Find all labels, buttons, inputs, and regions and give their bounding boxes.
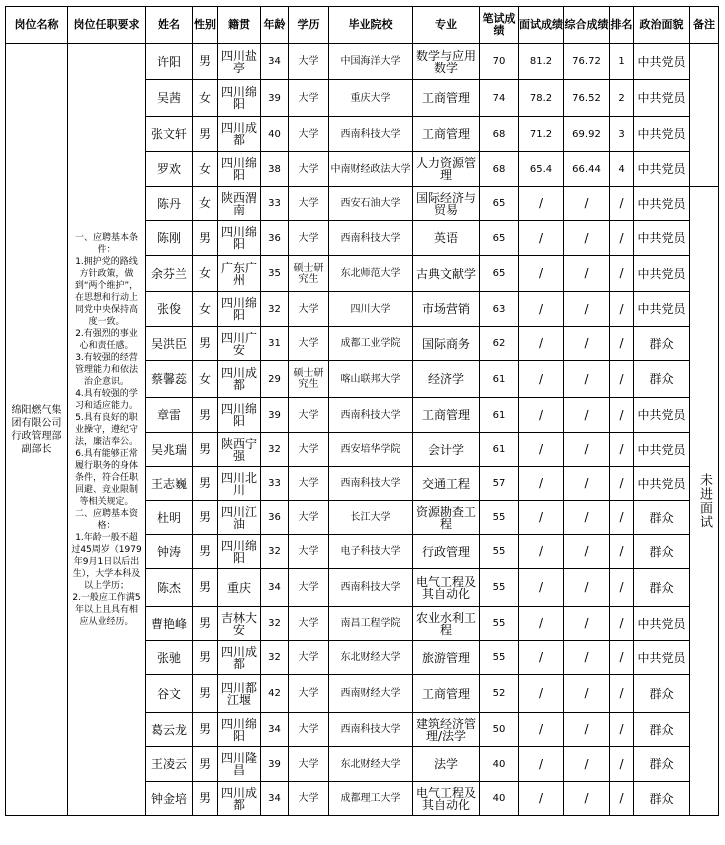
candidate-education: 硕士研究生 (289, 361, 329, 398)
requirement-line: 5.具有良好的职业操守，遵纪守法，廉洁奉公。 (74, 412, 138, 447)
candidate-age: 32 (261, 607, 289, 641)
candidate-political-status: 中共党员 (634, 467, 690, 501)
candidate-education: 大学 (289, 569, 329, 607)
candidate-total-score: / (564, 221, 610, 256)
candidate-gender: 男 (193, 713, 218, 747)
remark-cell: 未进面试 (690, 187, 719, 816)
candidate-political-status: 群众 (634, 535, 690, 569)
candidate-school: 西安石油大学 (329, 187, 413, 221)
candidate-interview-score: / (519, 569, 564, 607)
candidate-total-score: / (564, 398, 610, 433)
candidate-name: 谷文 (146, 675, 193, 713)
candidate-gender: 男 (193, 221, 218, 256)
candidate-origin: 四川都江堰 (218, 675, 261, 713)
candidate-name: 王志巍 (146, 467, 193, 501)
candidate-total-score: 66.44 (564, 152, 610, 187)
candidate-political-status: 中共党员 (634, 80, 690, 117)
candidate-gender: 女 (193, 187, 218, 221)
candidate-written-score: 40 (480, 782, 519, 816)
candidate-political-status: 群众 (634, 713, 690, 747)
candidate-rank: / (610, 361, 634, 398)
candidate-gender: 女 (193, 361, 218, 398)
candidate-total-score: / (564, 467, 610, 501)
candidate-origin: 吉林大安 (218, 607, 261, 641)
candidate-school: 中国海洋大学 (329, 44, 413, 80)
candidate-major: 数学与应用数学 (413, 44, 480, 80)
candidate-rank: / (610, 641, 634, 675)
candidate-gender: 男 (193, 501, 218, 535)
candidate-origin: 四川成都 (218, 361, 261, 398)
candidate-rank: / (610, 535, 634, 569)
candidate-table (5, 6, 719, 816)
candidate-gender: 男 (193, 117, 218, 152)
candidate-total-score: / (564, 641, 610, 675)
header-total-score: 综合成绩 (564, 7, 610, 44)
candidate-age: 39 (261, 747, 289, 782)
header-origin: 籍贯 (218, 7, 261, 44)
candidate-origin: 四川广安 (218, 327, 261, 361)
candidate-name: 吴茜 (146, 80, 193, 117)
candidate-political-status: 中共党员 (634, 221, 690, 256)
requirement-line: 3.有较强的经营管理能力和依法治企意识。 (74, 352, 138, 387)
candidate-interview-score: / (519, 675, 564, 713)
candidate-gender: 男 (193, 607, 218, 641)
candidate-major: 英语 (413, 221, 480, 256)
candidate-origin: 四川绵阳 (218, 713, 261, 747)
candidate-major: 农业水利工程 (413, 607, 480, 641)
candidate-origin: 陕西宁强 (218, 433, 261, 467)
candidate-age: 33 (261, 467, 289, 501)
candidate-major: 电气工程及其自动化 (413, 782, 480, 816)
candidate-major: 国际商务 (413, 327, 480, 361)
candidate-rank: / (610, 398, 634, 433)
candidate-school: 喀山联邦大学 (329, 361, 413, 398)
candidate-written-score: 40 (480, 747, 519, 782)
candidate-gender: 男 (193, 535, 218, 569)
candidate-education: 大学 (289, 535, 329, 569)
candidate-written-score: 74 (480, 80, 519, 117)
candidate-political-status: 中共党员 (634, 44, 690, 80)
candidate-origin: 四川成都 (218, 641, 261, 675)
table-row (6, 44, 719, 80)
candidate-name: 张文轩 (146, 117, 193, 152)
candidate-major: 工商管理 (413, 675, 480, 713)
candidate-total-score: / (564, 433, 610, 467)
candidate-rank: / (610, 607, 634, 641)
candidate-gender: 男 (193, 747, 218, 782)
header-name: 姓名 (146, 7, 193, 44)
candidate-gender: 女 (193, 256, 218, 292)
candidate-major: 会计学 (413, 433, 480, 467)
candidate-origin: 四川隆昌 (218, 747, 261, 782)
candidate-origin: 重庆 (218, 569, 261, 607)
candidate-education: 大学 (289, 292, 329, 327)
candidate-rank: / (610, 569, 634, 607)
candidate-interview-score: / (519, 467, 564, 501)
candidate-origin: 四川绵阳 (218, 221, 261, 256)
candidate-political-status: 中共党员 (634, 433, 690, 467)
candidate-age: 39 (261, 80, 289, 117)
candidate-interview-score: / (519, 433, 564, 467)
candidate-school: 西南科技大学 (329, 467, 413, 501)
candidate-education: 大学 (289, 187, 329, 221)
header-written-score: 笔试成绩 (480, 7, 519, 44)
candidate-rank: 4 (610, 152, 634, 187)
candidate-major: 旅游管理 (413, 641, 480, 675)
candidate-rank: / (610, 782, 634, 816)
header-post-name: 岗位名称 (6, 7, 68, 44)
candidate-name: 许阳 (146, 44, 193, 80)
header-remark: 备注 (690, 7, 719, 44)
header-gender: 性别 (193, 7, 218, 44)
candidate-origin: 四川盐亭 (218, 44, 261, 80)
candidate-origin: 四川绵阳 (218, 292, 261, 327)
requirement-line: 2.有强烈的事业心和责任感。 (75, 328, 138, 351)
candidate-major: 电气工程及其自动化 (413, 569, 480, 607)
candidate-interview-score: / (519, 361, 564, 398)
candidate-total-score: / (564, 675, 610, 713)
candidate-age: 36 (261, 501, 289, 535)
candidate-written-score: 61 (480, 361, 519, 398)
candidate-written-score: 65 (480, 256, 519, 292)
candidate-age: 39 (261, 398, 289, 433)
candidate-major: 古典文献学 (413, 256, 480, 292)
candidate-political-status: 中共党员 (634, 641, 690, 675)
candidate-education: 大学 (289, 467, 329, 501)
candidate-name: 吴洪臣 (146, 327, 193, 361)
candidate-interview-score: 65.4 (519, 152, 564, 187)
candidate-interview-score: / (519, 607, 564, 641)
requirement-line: 1.年龄一般不超过45周岁（1979年9月1日以后出生），大学本科及以上学历； (71, 532, 142, 591)
candidate-major: 法学 (413, 747, 480, 782)
candidate-age: 38 (261, 152, 289, 187)
candidate-interview-score: / (519, 782, 564, 816)
candidate-school: 东北师范大学 (329, 256, 413, 292)
candidate-political-status: 中共党员 (634, 117, 690, 152)
candidate-rank: / (610, 467, 634, 501)
header-age: 年龄 (261, 7, 289, 44)
candidate-gender: 女 (193, 292, 218, 327)
candidate-name: 陈丹 (146, 187, 193, 221)
candidate-score-sheet (5, 6, 719, 816)
candidate-written-score: 57 (480, 467, 519, 501)
candidate-school: 南昌工程学院 (329, 607, 413, 641)
candidate-age: 32 (261, 641, 289, 675)
candidate-name: 陈杰 (146, 569, 193, 607)
candidate-school: 成都工业学院 (329, 327, 413, 361)
candidate-education: 大学 (289, 117, 329, 152)
candidate-gender: 男 (193, 467, 218, 501)
candidate-major: 市场营销 (413, 292, 480, 327)
candidate-age: 33 (261, 187, 289, 221)
candidate-total-score: / (564, 501, 610, 535)
candidate-age: 32 (261, 292, 289, 327)
candidate-interview-score: / (519, 501, 564, 535)
candidate-written-score: 62 (480, 327, 519, 361)
candidate-political-status: 中共党员 (634, 607, 690, 641)
header-major: 专业 (413, 7, 480, 44)
requirement-line: 4.具有较强的学习和适应能力。 (74, 388, 138, 411)
candidate-origin: 四川成都 (218, 782, 261, 816)
candidate-written-score: 63 (480, 292, 519, 327)
requirement-line: 1.拥护党的路线方针政策，做到“两个维护”，在思想和行动上同党中央保持高度一致。 (74, 256, 139, 327)
candidate-education: 大学 (289, 607, 329, 641)
candidate-origin: 四川北川 (218, 467, 261, 501)
table-header-row (6, 7, 719, 44)
candidate-gender: 男 (193, 433, 218, 467)
candidate-major: 人力资源管理 (413, 152, 480, 187)
candidate-written-score: 70 (480, 44, 519, 80)
candidate-interview-score: / (519, 327, 564, 361)
header-political-status: 政治面貌 (634, 7, 690, 44)
candidate-rank: / (610, 221, 634, 256)
candidate-age: 31 (261, 327, 289, 361)
candidate-education: 大学 (289, 782, 329, 816)
requirement-line: 6.具有能够正常履行职务的身体条件，符合任职回避、竞业限制等相关规定。 (74, 448, 138, 507)
candidate-political-status: 群众 (634, 327, 690, 361)
candidate-total-score: / (564, 361, 610, 398)
candidate-origin: 四川绵阳 (218, 398, 261, 433)
candidate-education: 大学 (289, 221, 329, 256)
candidate-origin: 四川江油 (218, 501, 261, 535)
candidate-interview-score: / (519, 221, 564, 256)
candidate-school: 中南财经政法大学 (329, 152, 413, 187)
candidate-political-status: 群众 (634, 569, 690, 607)
candidate-age: 34 (261, 44, 289, 80)
candidate-total-score: / (564, 327, 610, 361)
candidate-name: 张驰 (146, 641, 193, 675)
candidate-written-score: 55 (480, 535, 519, 569)
candidate-education: 大学 (289, 747, 329, 782)
candidate-name: 蔡馨蕊 (146, 361, 193, 398)
candidate-school: 西安培华学院 (329, 433, 413, 467)
candidate-education: 硕士研究生 (289, 256, 329, 292)
candidate-education: 大学 (289, 327, 329, 361)
candidate-age: 42 (261, 675, 289, 713)
candidate-total-score: 69.92 (564, 117, 610, 152)
candidate-school: 西南科技大学 (329, 569, 413, 607)
candidate-name: 余芬兰 (146, 256, 193, 292)
candidate-written-score: 65 (480, 187, 519, 221)
candidate-political-status: 中共党员 (634, 398, 690, 433)
candidate-political-status: 中共党员 (634, 292, 690, 327)
candidate-school: 成都理工大学 (329, 782, 413, 816)
candidate-age: 34 (261, 782, 289, 816)
candidate-total-score: / (564, 607, 610, 641)
requirement-line: 二、应聘基本资格： (74, 508, 138, 531)
candidate-name: 杜明 (146, 501, 193, 535)
candidate-name: 钟金培 (146, 782, 193, 816)
candidate-political-status: 群众 (634, 747, 690, 782)
candidate-rank: / (610, 713, 634, 747)
candidate-school: 西南科技大学 (329, 221, 413, 256)
remark-cell-blank (690, 44, 719, 187)
candidate-total-score: / (564, 292, 610, 327)
candidate-education: 大学 (289, 501, 329, 535)
candidate-rank: / (610, 292, 634, 327)
candidate-major: 工商管理 (413, 398, 480, 433)
candidate-school: 重庆大学 (329, 80, 413, 117)
candidate-gender: 男 (193, 327, 218, 361)
candidate-major: 工商管理 (413, 117, 480, 152)
header-education: 学历 (289, 7, 329, 44)
candidate-rank: / (610, 256, 634, 292)
candidate-rank: / (610, 675, 634, 713)
candidate-age: 29 (261, 361, 289, 398)
candidate-gender: 男 (193, 398, 218, 433)
candidate-name: 钟涛 (146, 535, 193, 569)
candidate-interview-score: / (519, 398, 564, 433)
candidate-name: 吴兆瑞 (146, 433, 193, 467)
candidate-political-status: 中共党员 (634, 187, 690, 221)
candidate-school: 四川大学 (329, 292, 413, 327)
candidate-gender: 男 (193, 641, 218, 675)
requirement-line: 2.一般应工作满5年以上且具有相应从业经历。 (72, 592, 141, 627)
candidate-gender: 男 (193, 675, 218, 713)
post-name-cell: 绵阳燃气集团有限公司行政管理部副部长 (6, 44, 68, 816)
candidate-name: 葛云龙 (146, 713, 193, 747)
candidate-school: 东北财经大学 (329, 747, 413, 782)
candidate-origin: 广东广州 (218, 256, 261, 292)
candidate-written-score: 61 (480, 433, 519, 467)
candidate-total-score: / (564, 256, 610, 292)
candidate-political-status: 中共党员 (634, 152, 690, 187)
header-interview-score: 面试成绩 (519, 7, 564, 44)
candidate-school: 西南财经大学 (329, 675, 413, 713)
candidate-name: 陈刚 (146, 221, 193, 256)
header-requirements: 岗位任职要求 (68, 7, 146, 44)
candidate-major: 交通工程 (413, 467, 480, 501)
candidate-interview-score: / (519, 256, 564, 292)
candidate-education: 大学 (289, 675, 329, 713)
candidate-interview-score: / (519, 292, 564, 327)
candidate-education: 大学 (289, 152, 329, 187)
candidate-age: 34 (261, 569, 289, 607)
candidate-written-score: 68 (480, 152, 519, 187)
header-rank: 排名 (610, 7, 634, 44)
candidate-gender: 女 (193, 152, 218, 187)
candidate-political-status: 群众 (634, 501, 690, 535)
candidate-total-score: / (564, 747, 610, 782)
candidate-school: 西南科技大学 (329, 398, 413, 433)
candidate-education: 大学 (289, 433, 329, 467)
header-school: 毕业院校 (329, 7, 413, 44)
candidate-rank: / (610, 187, 634, 221)
candidate-political-status: 群众 (634, 675, 690, 713)
candidate-origin: 四川绵阳 (218, 535, 261, 569)
candidate-gender: 男 (193, 782, 218, 816)
candidate-written-score: 65 (480, 221, 519, 256)
candidate-name: 曹艳峰 (146, 607, 193, 641)
candidate-total-score: / (564, 569, 610, 607)
candidate-total-score: 76.52 (564, 80, 610, 117)
candidate-gender: 女 (193, 80, 218, 117)
candidate-age: 32 (261, 535, 289, 569)
candidate-origin: 四川绵阳 (218, 80, 261, 117)
candidate-interview-score: 78.2 (519, 80, 564, 117)
candidate-name: 王凌云 (146, 747, 193, 782)
candidate-name: 罗欢 (146, 152, 193, 187)
candidate-name: 章雷 (146, 398, 193, 433)
candidate-rank: / (610, 433, 634, 467)
candidate-gender: 男 (193, 44, 218, 80)
requirements-cell (68, 44, 146, 816)
candidate-written-score: 68 (480, 117, 519, 152)
candidate-interview-score: / (519, 713, 564, 747)
candidate-major: 建筑经济管理/法学 (413, 713, 480, 747)
candidate-total-score: 76.72 (564, 44, 610, 80)
candidate-major: 工商管理 (413, 80, 480, 117)
candidate-written-score: 55 (480, 501, 519, 535)
candidate-rank: / (610, 327, 634, 361)
candidate-origin: 四川成都 (218, 117, 261, 152)
candidate-school: 电子科技大学 (329, 535, 413, 569)
candidate-age: 34 (261, 713, 289, 747)
candidate-written-score: 55 (480, 607, 519, 641)
candidate-major: 行政管理 (413, 535, 480, 569)
candidate-written-score: 50 (480, 713, 519, 747)
candidate-rank: 3 (610, 117, 634, 152)
candidate-education: 大学 (289, 398, 329, 433)
candidate-political-status: 群众 (634, 361, 690, 398)
candidate-rank: 2 (610, 80, 634, 117)
candidate-total-score: / (564, 782, 610, 816)
candidate-written-score: 61 (480, 398, 519, 433)
candidate-education: 大学 (289, 713, 329, 747)
candidate-interview-score: 71.2 (519, 117, 564, 152)
candidate-education: 大学 (289, 44, 329, 80)
candidate-age: 36 (261, 221, 289, 256)
candidate-name: 张俊 (146, 292, 193, 327)
candidate-total-score: / (564, 713, 610, 747)
candidate-school: 东北财经大学 (329, 641, 413, 675)
candidate-total-score: / (564, 187, 610, 221)
candidate-school: 西南科技大学 (329, 713, 413, 747)
candidate-gender: 男 (193, 569, 218, 607)
candidate-political-status: 群众 (634, 782, 690, 816)
candidate-origin: 四川绵阳 (218, 152, 261, 187)
candidate-written-score: 55 (480, 569, 519, 607)
candidate-major: 国际经济与贸易 (413, 187, 480, 221)
candidate-rank: / (610, 501, 634, 535)
candidate-written-score: 55 (480, 641, 519, 675)
candidate-major: 资源勘查工程 (413, 501, 480, 535)
candidate-origin: 陕西渭南 (218, 187, 261, 221)
candidate-political-status: 中共党员 (634, 256, 690, 292)
candidate-age: 35 (261, 256, 289, 292)
candidate-written-score: 52 (480, 675, 519, 713)
candidate-major: 经济学 (413, 361, 480, 398)
candidate-age: 40 (261, 117, 289, 152)
candidate-education: 大学 (289, 80, 329, 117)
candidate-total-score: / (564, 535, 610, 569)
requirement-line: 一、应聘基本条件： (74, 232, 138, 255)
candidate-school: 长江大学 (329, 501, 413, 535)
candidate-interview-score: / (519, 747, 564, 782)
candidate-interview-score: / (519, 187, 564, 221)
candidate-interview-score: 81.2 (519, 44, 564, 80)
candidate-rank: 1 (610, 44, 634, 80)
candidate-interview-score: / (519, 535, 564, 569)
candidate-age: 32 (261, 433, 289, 467)
candidate-interview-score: / (519, 641, 564, 675)
candidate-education: 大学 (289, 641, 329, 675)
candidate-school: 西南科技大学 (329, 117, 413, 152)
candidate-rank: / (610, 747, 634, 782)
